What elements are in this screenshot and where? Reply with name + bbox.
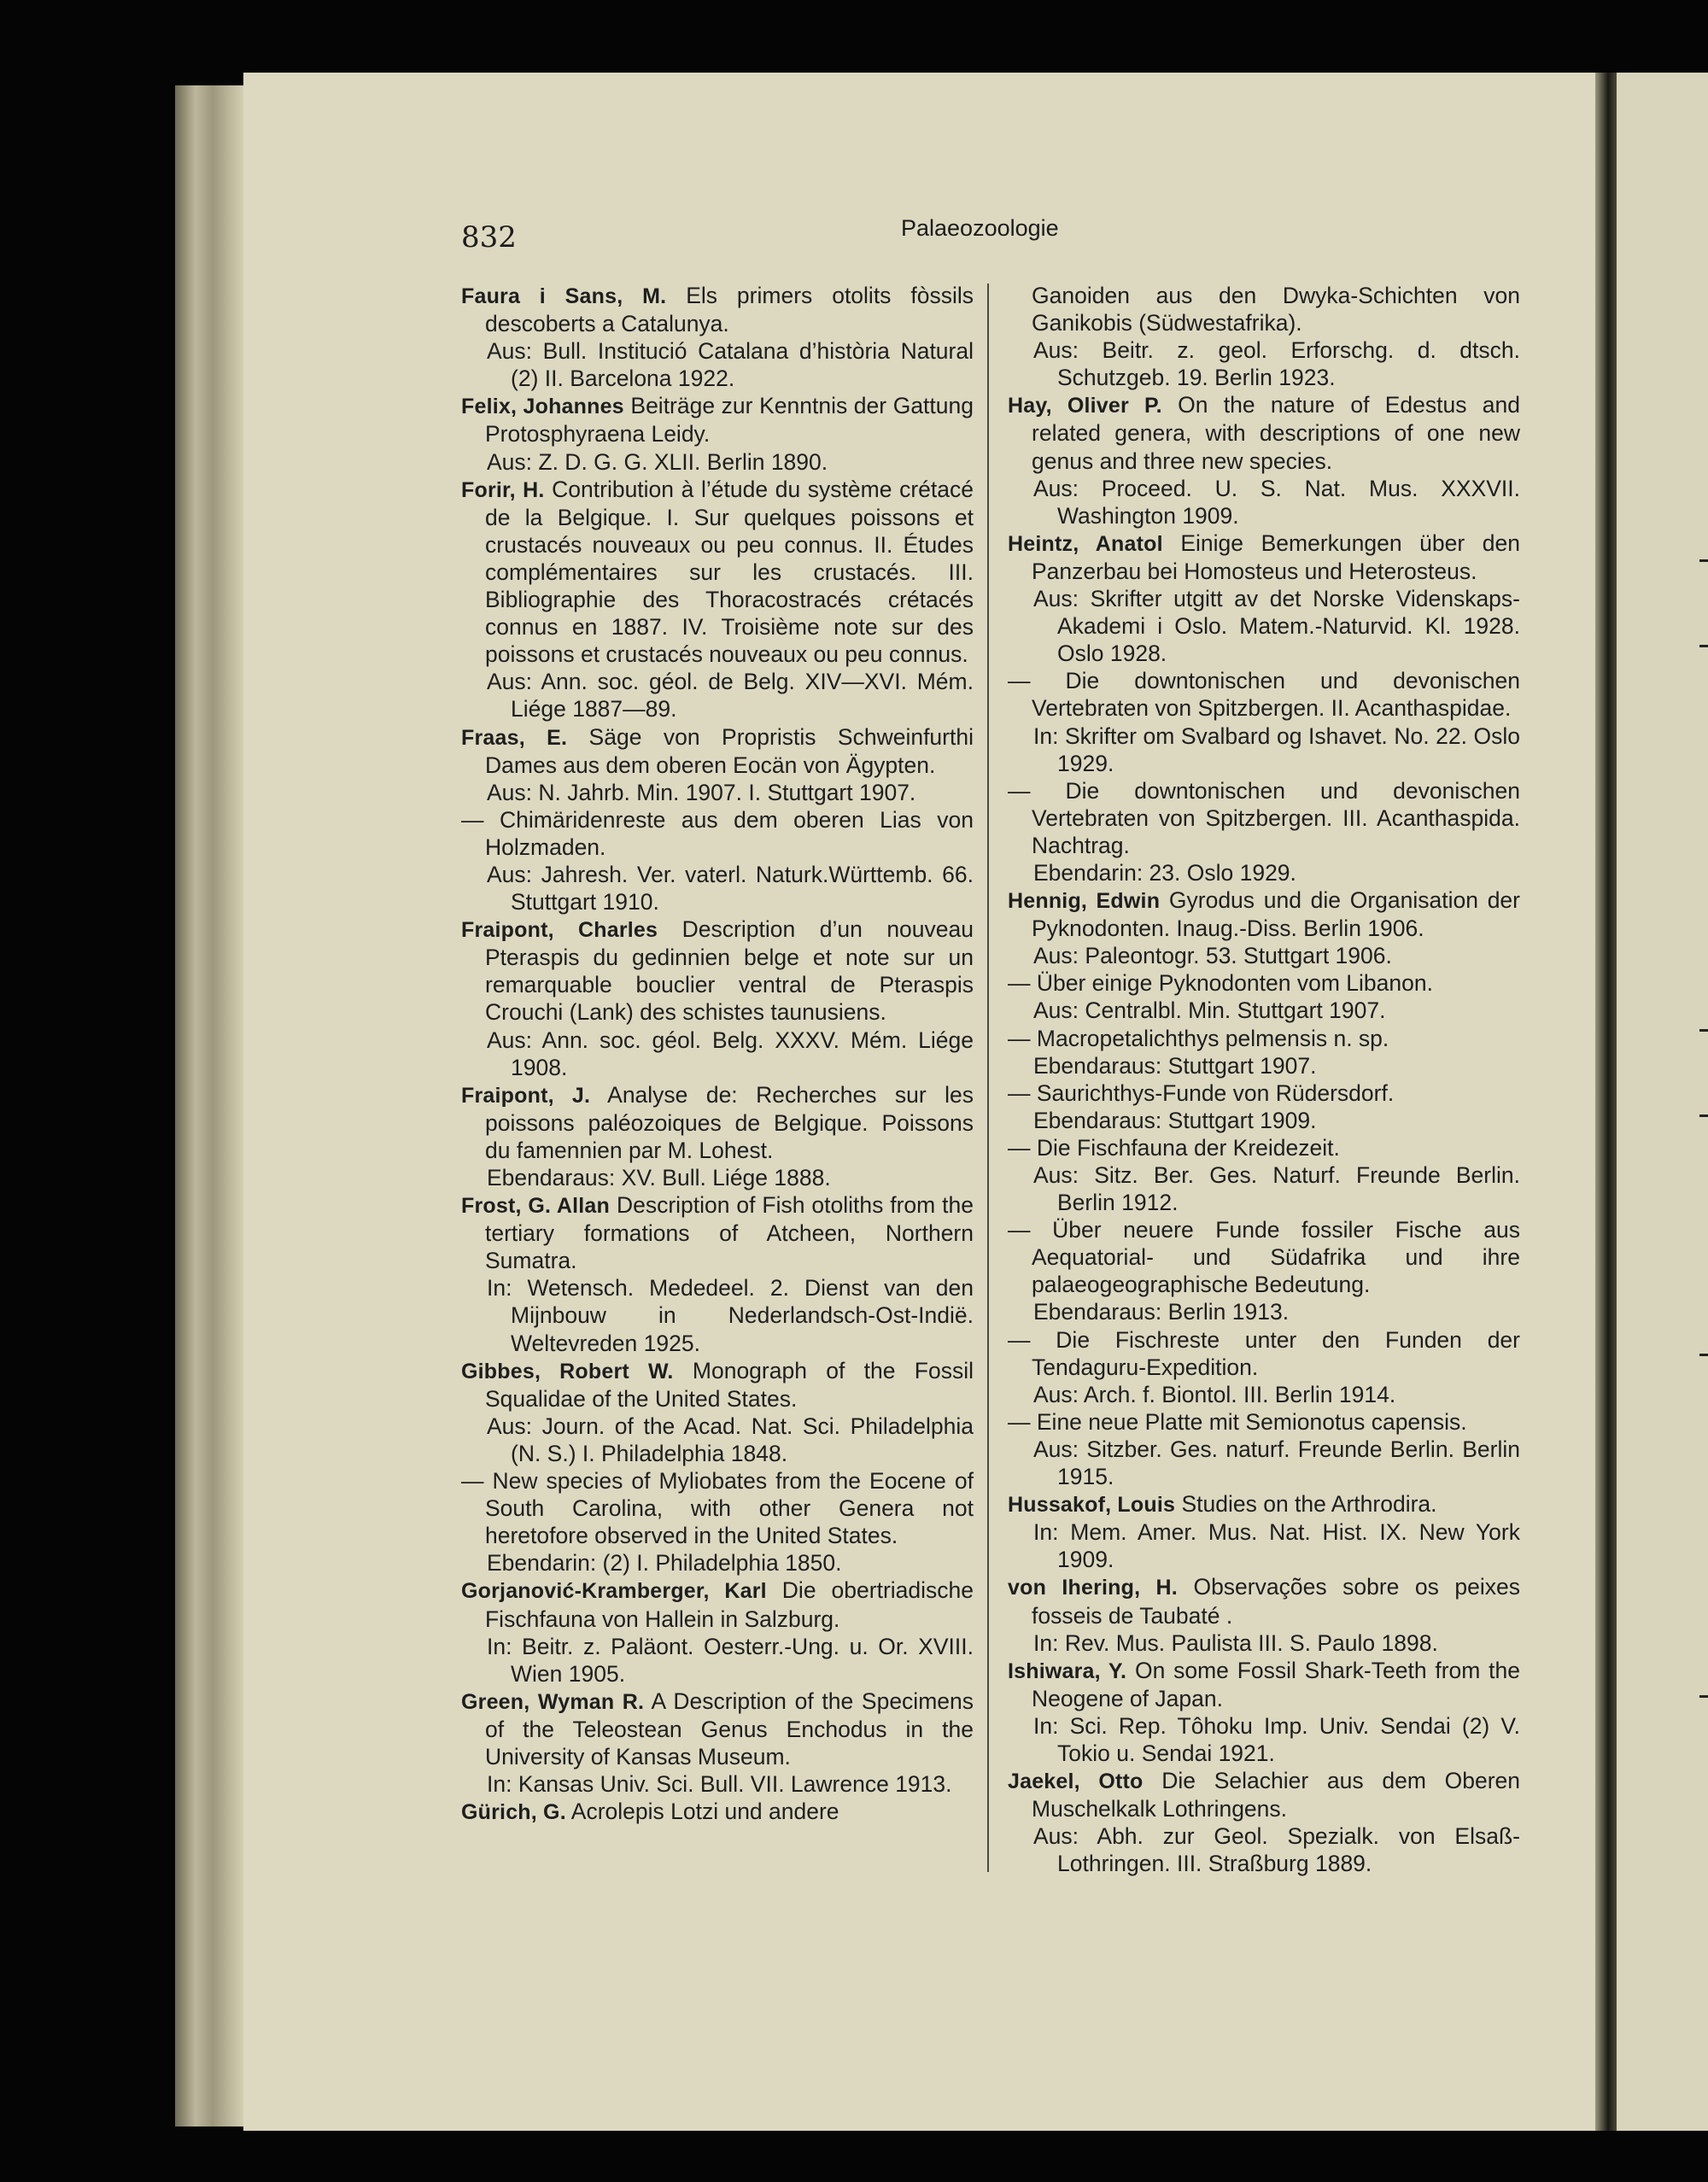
entry-author: Gibbes, Robert W. xyxy=(461,1359,674,1383)
entry-heading xyxy=(1008,1134,1520,1161)
entry-author: Fraipont, J. xyxy=(461,1083,591,1108)
entry-source: Aus: Arch. f. Biontol. III. Berlin 1914. xyxy=(1033,1381,1396,1407)
entry-heading xyxy=(1008,391,1520,474)
entry-title: Els primers otolits fòssils descoberts a Catalunya. xyxy=(485,283,974,337)
entry-author: — xyxy=(1008,1079,1031,1106)
bibliography-entry xyxy=(1008,1573,1520,1656)
bibliography-entry xyxy=(461,1688,974,1798)
entry-author: — xyxy=(1008,970,1031,997)
entry-heading xyxy=(1008,1216,1520,1298)
entry-source: Aus: Skrifter utgitt av det Norske Videnskaps-Akademi i Oslo. Matem.-Naturvid. Kl. 1928. Oslo 1928. xyxy=(1033,586,1520,667)
entry-source: Ebendaraus: XV. Bull. Liége 1888. xyxy=(487,1165,831,1190)
entry-heading xyxy=(1008,969,1520,997)
bibliography-entry xyxy=(461,392,974,475)
entry-heading xyxy=(461,1577,974,1632)
entry-heading xyxy=(461,392,974,448)
entry-source: Aus: Ann. soc. géol. Belg. XXXV. Mém. Liége 1908. xyxy=(487,1027,974,1080)
entry-title: Monograph of the Fossil Squalidae of the United States. xyxy=(485,1357,974,1412)
entry-source: Aus: Journ. of the Acad. Nat. Sci. Philadelphia (N. S.) I. Philadelphia 1848. xyxy=(487,1413,974,1466)
facing-page-mark xyxy=(1699,559,1708,562)
entry-heading xyxy=(1008,777,1520,859)
facing-page-mark xyxy=(1699,1354,1708,1356)
facing-page-mark xyxy=(1699,1114,1708,1117)
entry-author: Ishiwara, Y. xyxy=(1008,1658,1127,1683)
entry-source: In: Sci. Rep. Tôhoku Imp. Univ. Sendai (2) V. Tokio u. Sendai 1921. xyxy=(1033,1712,1520,1766)
bibliography-entry xyxy=(1008,1216,1520,1325)
facing-page-edge xyxy=(1617,73,1708,2131)
bibliography-entry xyxy=(1008,529,1520,667)
entry-author: — xyxy=(1008,1025,1031,1051)
entry-heading xyxy=(461,723,974,779)
entry-title: Macropetalichthys pelmensis n. sp. xyxy=(1036,1025,1389,1051)
entry-title: Description d’un nouveau Pteraspis du gedinnien belge et note sur un remarquable bouclier ventral de Pteraspis Crouchi (Lank) des schistes taunusiens. xyxy=(485,916,974,1026)
entry-heading xyxy=(461,476,974,669)
right-column xyxy=(1008,282,1520,1877)
entry-author: Hennig, Edwin xyxy=(1008,889,1161,914)
entry-heading xyxy=(1008,886,1520,942)
entry-author: Gorjanović-Kramberger, Karl xyxy=(461,1579,767,1604)
bibliography-entry xyxy=(1008,969,1520,1024)
bibliography-entry xyxy=(461,1081,974,1191)
facing-page-mark xyxy=(1699,645,1708,647)
entry-title: Analyse de: Recherches sur les poissons paléozoiques de Belgique. Poissons du famennien par M. Lohest. xyxy=(485,1081,974,1163)
page-stack-edge xyxy=(175,85,243,2126)
column-divider xyxy=(987,284,989,1872)
entry-source: In: Beitr. z. Paläont. Oesterr.-Ung. u. Or. XVIII. Wien 1905. xyxy=(487,1633,974,1687)
entry-title: On the nature of Edestus and related genera, with descriptions of one new genus and three new species. xyxy=(1032,392,1520,474)
entry-heading xyxy=(1008,1408,1520,1436)
entry-source: Ebendarin: 23. Oslo 1929. xyxy=(1033,859,1296,886)
bibliography-entry xyxy=(1008,1079,1520,1134)
entry-heading xyxy=(1008,667,1520,722)
entry-title: Die downtonischen und devonischen Vertebraten von Spitzbergen. II. Acanthaspidae. xyxy=(1032,668,1520,722)
entry-author: — xyxy=(461,806,484,833)
bibliography-entry xyxy=(1008,777,1520,886)
entry-source: In: Skrifter om Svalbard og Ishavet. No. 22. Oslo 1929. xyxy=(1033,722,1520,776)
entry-author: — xyxy=(1008,668,1031,694)
entry-heading xyxy=(1008,1079,1520,1107)
entry-heading xyxy=(1008,1490,1520,1518)
entry-author: Forir, H. xyxy=(461,477,545,502)
entry-source: In: Kansas Univ. Sci. Bull. VII. Lawrence 1913. xyxy=(487,1771,952,1798)
entry-heading xyxy=(461,1798,974,1826)
entry-title: Contribution à l’étude du système crétacé de la Belgique. I. Sur quelques poissons et crustacés nouveaux ou peu connus. II. Études complémentaires sur les crustacés. III. Bibliographie des Thoracostracés crétacés connus en 1887. IV. Troisième note sur des poissons et crustacés nouveaux ou peu connus. xyxy=(485,476,974,668)
bibliography-entry xyxy=(461,1357,974,1467)
entry-heading xyxy=(461,1191,974,1274)
bibliography-entry xyxy=(461,282,974,392)
running-head: Palaeozoologie xyxy=(901,215,1059,241)
entry-author: Hay, Oliver P. xyxy=(1008,394,1162,418)
bibliography-entry xyxy=(461,723,974,806)
entry-title: Acrolepis Lotzi und andere xyxy=(570,1799,839,1825)
entry-heading xyxy=(461,806,974,861)
entry-source: Aus: Z. D. G. G. XLII. Berlin 1890. xyxy=(487,448,828,475)
entry-title: Chimäridenreste aus dem oberen Lias von Holzmaden. xyxy=(485,806,974,860)
entry-heading xyxy=(1008,1025,1520,1052)
bibliography-entry xyxy=(1008,1767,1520,1877)
bibliography-entry xyxy=(1008,282,1520,391)
entry-title: Die Fischfauna der Kreidezeit. xyxy=(1036,1134,1340,1161)
entry-author: Hussakof, Louis xyxy=(1008,1493,1176,1518)
entry-title: Einige Bemerkungen über den Panzerbau bei Homosteus und Heterosteus. xyxy=(1032,529,1521,584)
entry-author: — xyxy=(1008,1408,1031,1435)
entry-title: Ganoiden aus den Dwyka-Schichten von Ganikobis (Südwestafrika). xyxy=(1032,283,1520,336)
entry-heading xyxy=(1008,282,1520,336)
entry-source: Ebendarin: (2) I. Philadelphia 1850. xyxy=(487,1550,842,1577)
entry-author: — xyxy=(461,1468,484,1495)
entry-source: Aus: Ann. soc. géol. de Belg. XIV—XVI. Mém. Liége 1887—89. xyxy=(487,669,974,722)
entry-heading xyxy=(461,916,974,1026)
entry-source: In: Rev. Mus. Paulista III. S. Paulo 1898. xyxy=(1033,1629,1438,1656)
entry-author: Green, Wyman R. xyxy=(461,1689,645,1714)
entry-author: — xyxy=(1008,777,1031,804)
entry-author: — xyxy=(1008,1326,1031,1353)
entry-source: Aus: Sitzber. Ges. naturf. Freunde Berlin. Berlin 1915. xyxy=(1033,1436,1520,1490)
entry-source: Aus: Bull. Institució Catalana d’història Natural (2) II. Barcelona 1922. xyxy=(487,338,974,392)
entry-heading xyxy=(1008,1326,1520,1381)
left-column xyxy=(461,282,974,1826)
entry-title: Observações sobre os peixes fosseis de Taubaté . xyxy=(1032,1574,1520,1629)
entry-source: Aus: Jahresh. Ver. vaterl. Naturk.Württemb. 66. Stuttgart 1910. xyxy=(487,861,974,916)
entry-title: Description of Fish otoliths from the tertiary formations of Atcheen, Northern Sumatra. xyxy=(485,1192,974,1274)
entry-source: Aus: Sitz. Ber. Ges. Naturf. Freunde Berlin. Berlin 1912. xyxy=(1033,1162,1520,1216)
bibliography-entry xyxy=(1008,667,1520,776)
entry-source: Ebendaraus: Berlin 1913. xyxy=(1033,1299,1290,1325)
entry-title: Gyrodus und die Organisation der Pyknodonten. Inaug.-Diss. Berlin 1906. xyxy=(1032,887,1520,942)
bibliography-entry xyxy=(461,1467,974,1577)
entry-title: New species of Myliobates from the Eocene of South Carolina, with other Genera not heretofore observed in the United States. xyxy=(485,1468,974,1549)
entry-source: Aus: Paleontogr. 53. Stuttgart 1906. xyxy=(1033,943,1392,969)
bibliography-entry xyxy=(461,1191,974,1357)
bibliography-entry xyxy=(461,1577,974,1687)
entry-author: Gürich, G. xyxy=(461,1800,566,1825)
bibliography-entry xyxy=(461,1798,974,1826)
entry-title: Studies on the Arthrodira. xyxy=(1181,1491,1437,1518)
facing-page-mark xyxy=(1699,1029,1708,1032)
bibliography-entry xyxy=(1008,1490,1520,1573)
entry-title: Die downtonischen und devonischen Vertebraten von Spitzbergen. III. Acanthaspida. Nachtrag. xyxy=(1032,777,1520,858)
entry-source: Aus: Abh. zur Geol. Spezialk. von Elsaß-Lothringen. III. Straßburg 1889. xyxy=(1033,1823,1520,1877)
facing-page-mark xyxy=(1699,1695,1708,1698)
bibliography-entry xyxy=(461,916,974,1081)
entry-title: On some Fossil Shark-Teeth from the Neogene of Japan. xyxy=(1032,1657,1520,1711)
page-number: 832 xyxy=(461,220,517,254)
entry-title: Saurichthys-Funde von Rüdersdorf. xyxy=(1036,1079,1395,1106)
entry-source: In: Wetensch. Mededeel. 2. Dienst van den Mijnbouw in Nederlandsch-Ost-Indië. Weltevreden 1925. xyxy=(487,1275,974,1356)
entry-title: Über einige Pyknodonten vom Libanon. xyxy=(1036,970,1433,997)
entry-source: Aus: Centralbl. Min. Stuttgart 1907. xyxy=(1033,997,1386,1024)
entry-heading xyxy=(461,282,974,337)
entry-title: Über neuere Funde fossiler Fische aus Aequatorial- und Südafrika und ihre palaeogeographische Bedeutung. xyxy=(1032,1217,1520,1298)
entry-source: Aus: N. Jahrb. Min. 1907. I. Stuttgart 1907. xyxy=(487,779,916,805)
entry-heading xyxy=(461,1467,974,1549)
bibliography-entry xyxy=(1008,1326,1520,1408)
entry-author: Frost, G. Allan xyxy=(461,1194,611,1219)
entry-title: A Description of the Specimens of the Teleostean Genus Enchodus in the University of Kansas Museum. xyxy=(485,1688,974,1770)
entry-title: Beiträge zur Kenntnis der Gattung Protosphyraena Leidy. xyxy=(485,393,974,448)
entry-author: Felix, Johannes xyxy=(461,395,624,419)
bibliography-entry xyxy=(461,806,974,916)
bibliography-entry xyxy=(1008,1134,1520,1216)
entry-heading xyxy=(461,1357,974,1413)
entry-title: Säge von Propristis Schweinfurthi Dames aus dem oberen Eocän von Ägypten. xyxy=(485,723,974,778)
entry-source: Aus: Beitr. z. geol. Erforschg. d. dtsch. Schutzgeb. 19. Berlin 1923. xyxy=(1033,337,1520,391)
entry-title: Die Selachier aus dem Oberen Muschelkalk Lothringens. xyxy=(1032,1768,1521,1822)
book-gutter xyxy=(1595,73,1617,2131)
entry-source: Aus: Proceed. U. S. Nat. Mus. XXXVII. Washington 1909. xyxy=(1033,475,1520,529)
entry-source: In: Mem. Amer. Mus. Nat. Hist. IX. New York 1909. xyxy=(1033,1519,1520,1573)
bibliography-entry xyxy=(1008,391,1520,529)
entry-heading xyxy=(461,1688,974,1770)
entry-author: Fraas, E. xyxy=(461,725,568,750)
entry-source: Ebendaraus: Stuttgart 1909. xyxy=(1033,1107,1317,1133)
bibliography-entry xyxy=(1008,886,1520,969)
entry-heading xyxy=(461,1081,974,1164)
entry-author: Fraipont, Charles xyxy=(461,918,658,943)
entry-heading xyxy=(1008,1657,1520,1712)
entry-author: — xyxy=(1008,1217,1031,1243)
entry-title: Die obertriadische Fischfauna von Hallein in Salzburg. xyxy=(485,1577,974,1632)
entry-author: Heintz, Anatol xyxy=(1008,531,1163,556)
bibliography-entry xyxy=(461,476,974,723)
entry-title: Die Fischreste unter den Funden der Tendaguru-Expedition. xyxy=(1032,1326,1520,1380)
entry-author: Jaekel, Otto xyxy=(1008,1770,1144,1794)
entry-title: Eine neue Platte mit Semionotus capensis. xyxy=(1036,1408,1467,1435)
entry-author: Faura i Sans, M. xyxy=(461,284,667,308)
bibliography-entry xyxy=(1008,1657,1520,1767)
entry-heading xyxy=(1008,529,1520,585)
entry-author: von Ihering, H. xyxy=(1008,1576,1178,1600)
entry-author: — xyxy=(1008,1134,1031,1161)
bibliography-entry xyxy=(1008,1408,1520,1490)
entry-heading xyxy=(1008,1767,1520,1822)
entry-source: Ebendaraus: Stuttgart 1907. xyxy=(1033,1052,1317,1079)
entry-heading xyxy=(1008,1573,1520,1629)
bibliography-entry xyxy=(1008,1025,1520,1079)
